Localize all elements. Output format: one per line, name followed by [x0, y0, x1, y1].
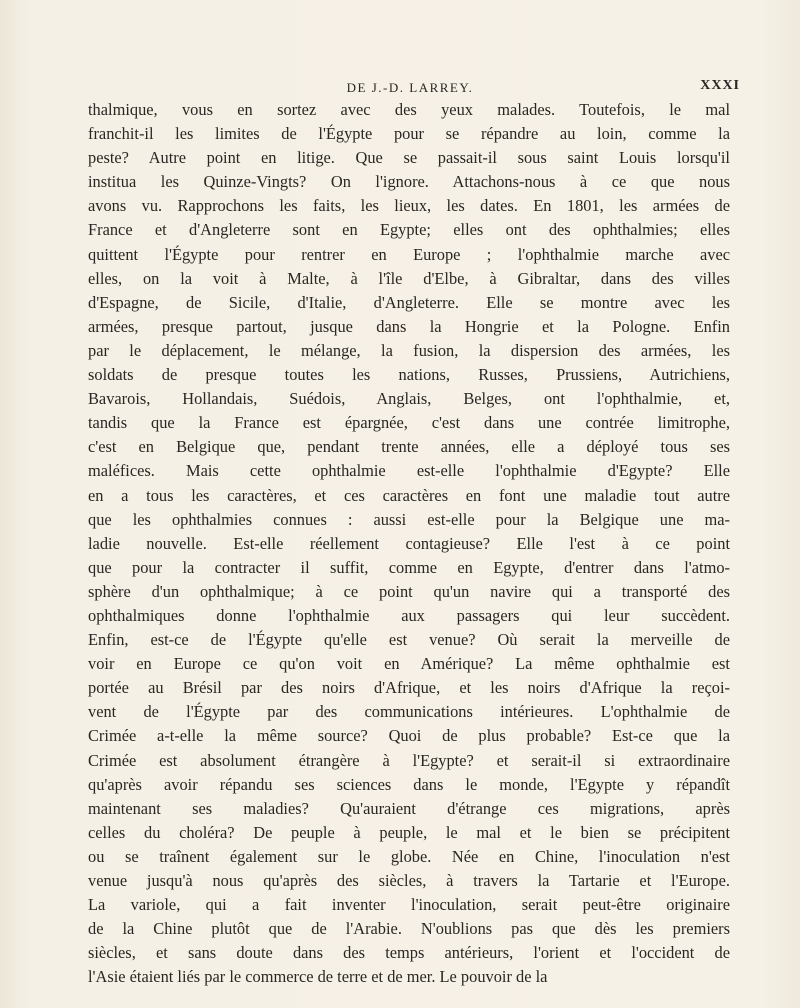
- text-line: armées, presque partout, jusque dans la Hongrie et la Pologne. Enfin: [88, 316, 730, 336]
- text-line: que les ophthalmies connues : aussi est-elle pour la Belgique une ma-: [88, 509, 730, 529]
- text-line: Enfin, est-ce de l'Égypte qu'elle est venue? Où serait la merveille de: [88, 630, 730, 650]
- text-line: venue jusqu'à nous qu'après des siècles, à travers la Tartarie et l'Europe.: [88, 871, 730, 890]
- running-head: DE J.-D. LARREY.: [346, 80, 474, 95]
- text-line: franchit-il les limites de l'Égypte pour se répandre au loin, comme la: [88, 124, 730, 144]
- text-line: ophthalmiques donne l'ophthalmie aux passagers qui leur succèdent.: [88, 605, 730, 625]
- text-line: maléfices. Mais cette ophthalmie est-elle l'ophthalmie d'Egypte? Elle: [88, 461, 730, 481]
- text-line: tandis que la France est épargnée, c'est dans une contrée limitrophe,: [88, 413, 730, 433]
- text-line: portée au Brésil par des noirs d'Afrique, et les noirs d'Afrique la reçoi-: [88, 678, 730, 698]
- text-line: Crimée a-t-elle la même source? Quoi de plus probable? Est-ce que la: [88, 726, 730, 746]
- text-line: Bavarois, Hollandais, Suédois, Anglais, Belges, ont l'ophthalmie, et,: [88, 389, 730, 409]
- text-line: peste? Autre point en litige. Que se passait-il sous saint Louis lorsqu'il: [88, 148, 730, 168]
- text-line: que pour la contracter il suffit, comme en Egypte, d'entrer dans l'atmo-: [88, 557, 730, 577]
- text-line: c'est en Belgique que, pendant trente années, elle a déployé tous ses: [88, 437, 730, 457]
- text-line: France et d'Angleterre sont en Egypte; elles ont des ophthalmies; elles: [88, 220, 730, 240]
- text-line: celles du choléra? De peuple à peuple, le mal et le bien se précipitent: [88, 822, 730, 842]
- text-line: Crimée est absolument étrangère à l'Egypte? et serait-il si extraordinaire: [88, 750, 730, 770]
- text-line: quittent l'Égypte pour rentrer en Europe ; l'ophthalmie marche avec: [88, 244, 730, 264]
- text-line: par le déplacement, le mélange, la fusion, la dispersion des armées, les: [88, 340, 730, 360]
- text-line: elles, on la voit à Malte, à l'île d'Elbe, à Gibraltar, dans des villes: [88, 268, 730, 288]
- text-line: maintenant ses maladies? Qu'auraient d'étrange ces migrations, après: [88, 798, 730, 818]
- text-line: thalmique, vous en sortez avec des yeux malades. Toutefois, le mal: [88, 100, 730, 119]
- text-line: qu'après avoir répandu ses sciences dans le monde, l'Egypte y répandît: [88, 774, 730, 794]
- body-text: [88, 98, 730, 989]
- text-line: ladie nouvelle. Est-elle réellement contagieuse? Elle l'est à ce point: [88, 533, 730, 553]
- text-line: avons vu. Rapprochons les faits, les lieux, les dates. En 1801, les armées de: [88, 196, 730, 216]
- text-line: institua les Quinze-Vingts? On l'ignore. Attachons-nous à ce que nous: [88, 172, 730, 192]
- text-line: vent de l'Égypte par des communications intérieures. L'ophthalmie de: [88, 702, 730, 722]
- text-line: en a tous les caractères, et ces caractères en font une maladie tout autre: [88, 485, 730, 505]
- text-line: siècles, et sans doute dans des temps antérieurs, l'orient et l'occident de: [88, 943, 730, 963]
- page-number: XXXI: [700, 78, 740, 93]
- text-line: l'Asie étaient liés par le commerce de terre et de mer. Le pouvoir de la: [88, 967, 548, 987]
- text-line: voir en Europe ce qu'on voit en Amérique? La même ophthalmie est: [88, 654, 730, 674]
- text-line: ou se traînent également sur le globe. Née en Chine, l'inoculation n'est: [88, 846, 730, 866]
- text-line: d'Espagne, de Sicile, d'Italie, d'Angleterre. Elle se montre avec les: [88, 292, 730, 312]
- text-line: La variole, qui a fait inventer l'inoculation, serait peut-être originaire: [88, 895, 730, 915]
- text-line: sphère d'un ophthalmique; à ce point qu'un navire qui a transporté des: [88, 581, 730, 601]
- text-line: de la Chine plutôt que de l'Arabie. N'oublions pas que dès les premiers: [88, 919, 730, 939]
- text-line: soldats de presque toutes les nations, Russes, Prussiens, Autrichiens,: [88, 365, 730, 385]
- page-header: [90, 74, 740, 96]
